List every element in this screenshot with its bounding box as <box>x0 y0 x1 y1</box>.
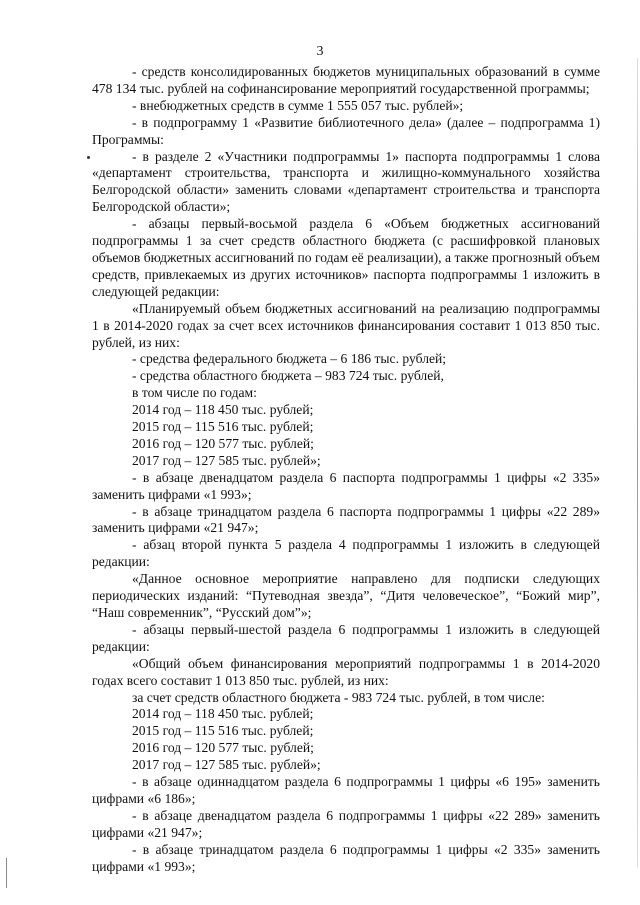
paragraph: - средства федерального бюджета – 6 186 тыс. рублей; <box>132 351 447 367</box>
paragraph: «Планируемый объем бюджетных ассигнований на реализацию подпрограммы 1 в 2014-2020 годах за счет всех источников финансирования составит 1 013 850 тыс. рублей, из них: <box>92 300 600 350</box>
paragraph: - в абзаце одиннадцатом раздела 6 подпрограммы 1 цифры «6 195» заменить цифрами «6 186»; <box>92 774 600 806</box>
paragraph: - абзацы первый-шестой раздела 6 подпрограммы 1 изложить в следующей редакции: <box>92 621 600 654</box>
paragraph: - средства областного бюджета – 983 724 тыс. рублей, <box>132 368 444 384</box>
year-line: 2017 год – 127 585 тыс. рублей»; <box>132 452 321 468</box>
year-line: 2016 год – 120 577 тыс. рублей; <box>132 740 314 756</box>
paragraph: - в абзаце тринадцатом раздела 6 паспорта подпрограммы 1 цифры «22 289» заменить цифрами «21 947»; <box>92 503 600 536</box>
paragraph: в том числе по годам: <box>132 385 257 401</box>
year-line: 2016 год – 120 577 тыс. рублей; <box>132 435 314 451</box>
paragraph: «Общий объем финансирования мероприятий подпрограммы 1 в 2014-2020 годах всего составит 1 013 850 тыс. рублей, из них: <box>92 655 600 688</box>
page-number: 3 <box>316 44 324 59</box>
paragraph: - в подпрограмму 1 «Развитие библиотечного дела» (далее – подпрограмма 1) Программы: <box>92 114 600 147</box>
paragraph: - абзац второй пункта 5 раздела 4 подпрограммы 1 изложить в следующей редакции: <box>92 537 600 570</box>
scan-edge-left <box>6 858 7 888</box>
document-body <box>92 64 600 876</box>
paragraph: - в абзаце двенадцатом раздела 6 паспорта подпрограммы 1 цифры «2 335» заменить цифрами «1 993»; <box>92 469 600 502</box>
paragraph: - внебюджетных средств в сумме 1 555 057 тыс. рублей»; <box>132 97 464 113</box>
paragraph: - в разделе 2 «Участники подпрограммы 1» паспорта подпрограммы 1 слова «департамент строительства, транспорта и жилищно-коммунального хозяйства Белгородской области» заменить словами «департамент строительства и транспорта Белгородской области»; <box>92 148 600 215</box>
year-line: 2015 год – 115 516 тыс. рублей; <box>132 723 314 739</box>
year-line: 2014 год – 118 450 тыс. рублей; <box>132 706 314 722</box>
year-line: 2017 год – 127 585 тыс. рублей»; <box>132 757 321 773</box>
year-line: 2014 год – 118 450 тыс. рублей; <box>132 402 314 418</box>
year-line: 2015 год – 115 516 тыс. рублей; <box>132 419 314 435</box>
paragraph: - в абзаце тринадцатом раздела 6 подпрограммы 1 цифры «2 335» заменить цифрами «1 993»; <box>92 841 600 874</box>
scan-speck <box>87 156 90 159</box>
paragraph: - абзацы первый-восьмой раздела 6 «Объем бюджетных ассигнований подпрограммы 1 за счет средств областного бюджета (с расшифровкой плановых объемов бюджетных ассигнований по годам её реализации), а также прогнозный объем средств, привлекаемых из других источников» паспорта подпрограммы 1 изложить в следующей редакции: <box>92 216 600 299</box>
paragraph: за счет средств областного бюджета - 983 724 тыс. рублей, в том числе: <box>132 689 545 705</box>
paragraph: «Данное основное мероприятие направлено для подписки следующих периодических изданий: “Путеводная звезда”, “Дитя человеческое”, “Божий мир”, “Наш современник”, “Русский дом”»; <box>92 571 600 620</box>
paragraph: - в абзаце двенадцатом раздела 6 подпрограммы 1 цифры «22 289» заменить цифрами «21 947»; <box>92 807 600 840</box>
paragraph: - средств консолидированных бюджетов муниципальных образований в сумме 478 134 тыс. рублей на софинансирование мероприятий государственной программы; <box>92 64 600 96</box>
scan-edge-right <box>637 58 638 868</box>
